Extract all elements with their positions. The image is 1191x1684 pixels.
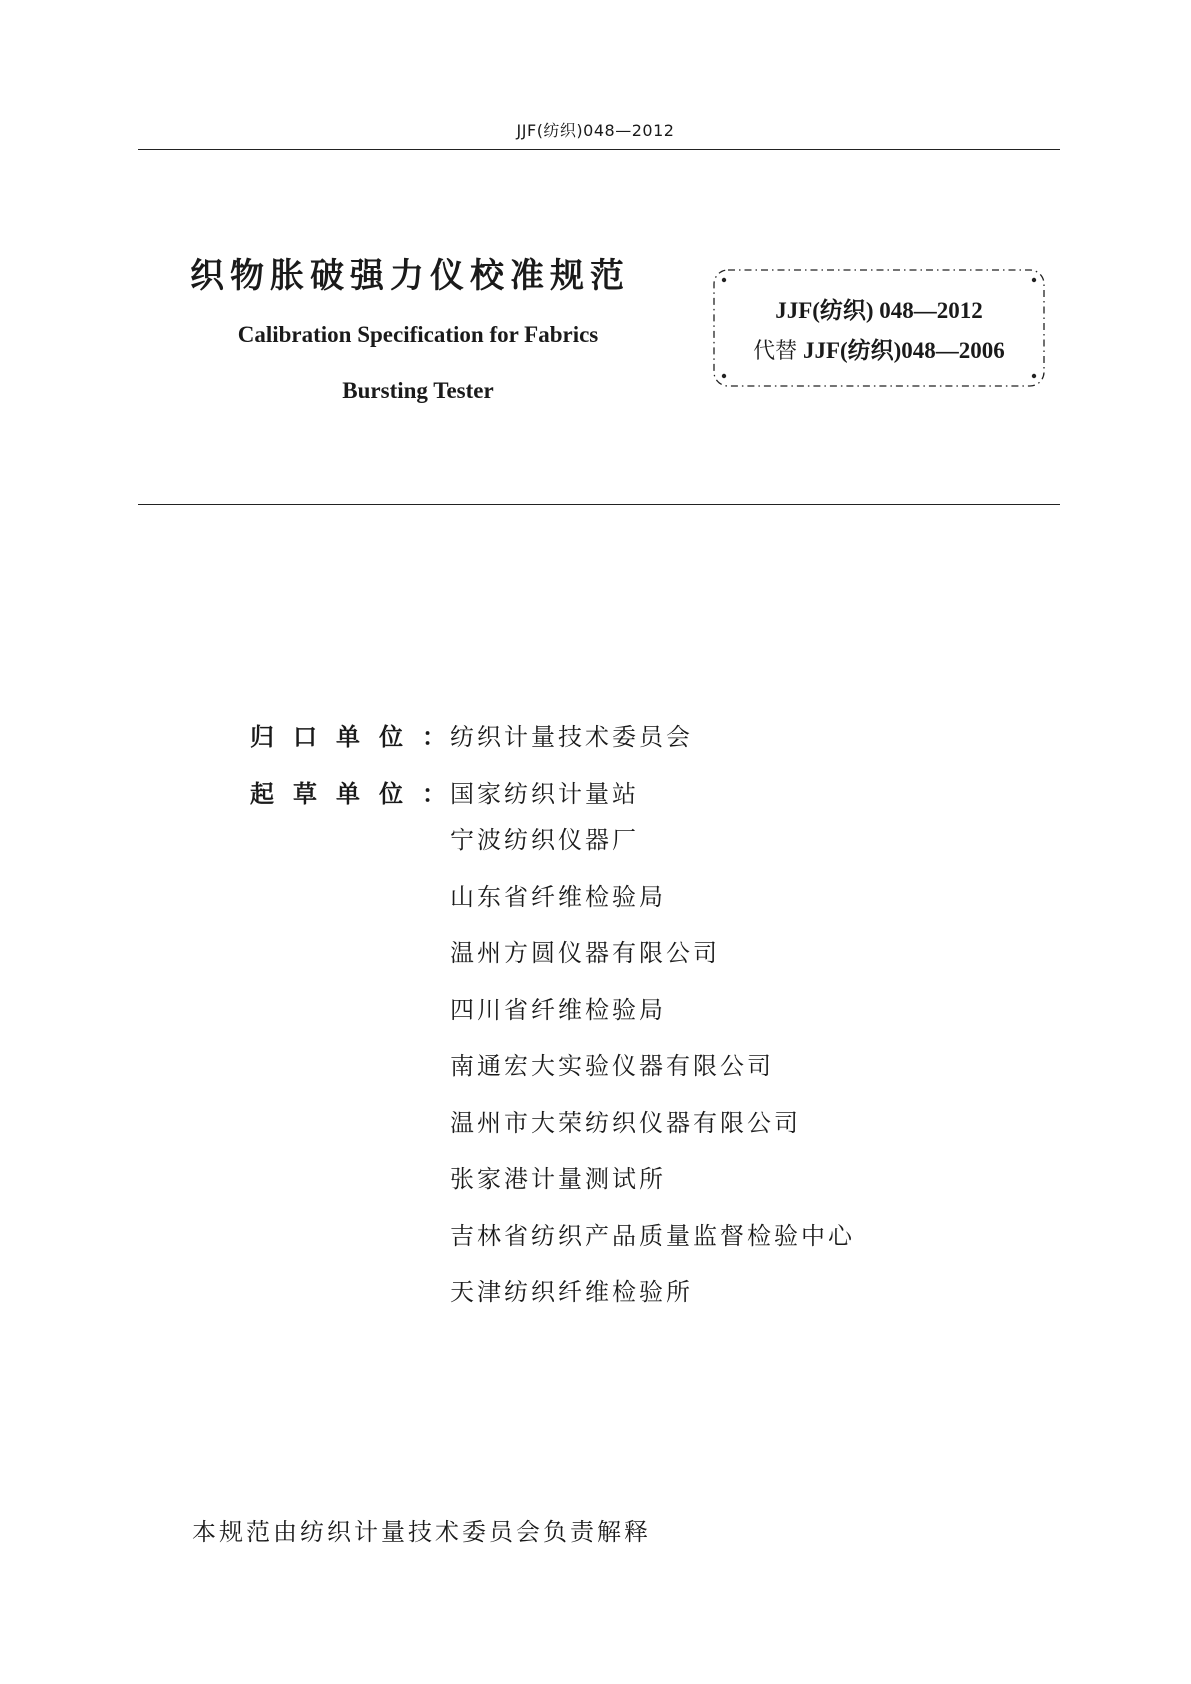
current-standard-code: JJF(纺织) 048—2012 xyxy=(775,298,983,323)
replaced-standard-code: JJF(纺织)048—2006 xyxy=(802,338,1005,363)
list-item: 天津纺织纤维检验所 xyxy=(450,1278,693,1306)
document-title-english-line1: Calibration Specification for Fabrics xyxy=(237,322,599,347)
drafting-unit-list xyxy=(450,826,855,1335)
header-standard-code: JJF(纺织)048—2012 xyxy=(516,121,675,140)
drafting-unit-first: 国家纺织计量站 xyxy=(450,780,639,808)
document-title-english-line2: Bursting Tester xyxy=(342,378,494,403)
list-item: 温州方圆仪器有限公司 xyxy=(450,939,720,967)
decorative-border-icon xyxy=(710,266,1048,390)
list-item: 张家港计量测试所 xyxy=(450,1165,666,1193)
top-divider xyxy=(138,149,1060,150)
replace-label: 代替 xyxy=(753,339,798,364)
list-item: 四川省纤维检验局 xyxy=(450,995,666,1024)
drafting-unit-label: 起草单位： xyxy=(250,780,465,808)
responsible-unit-value: 纺织计量技术委员会 xyxy=(450,723,693,751)
responsible-unit-label: 归口单位： xyxy=(250,723,465,751)
list-item: 山东省纤维检验局 xyxy=(450,882,666,911)
replaced-standard-line xyxy=(710,332,1048,365)
list-item: 温州市大荣纺织仪器有限公司 xyxy=(450,1108,801,1137)
list-item: 宁波纺织仪器厂 xyxy=(450,826,639,854)
standard-code-box xyxy=(710,266,1048,390)
interpretation-note: 本规范由纺织计量技术委员会负责解释 xyxy=(192,1518,651,1546)
list-item: 南通宏大实验仪器有限公司 xyxy=(450,1052,774,1080)
drafting-unit-row xyxy=(250,774,639,809)
document-title-chinese: 织物胀破强力仪校准规范 xyxy=(190,256,630,296)
list-item: 吉林省纺织产品质量监督检验中心 xyxy=(450,1221,855,1250)
middle-divider xyxy=(138,504,1060,505)
responsible-unit-row xyxy=(250,717,693,752)
